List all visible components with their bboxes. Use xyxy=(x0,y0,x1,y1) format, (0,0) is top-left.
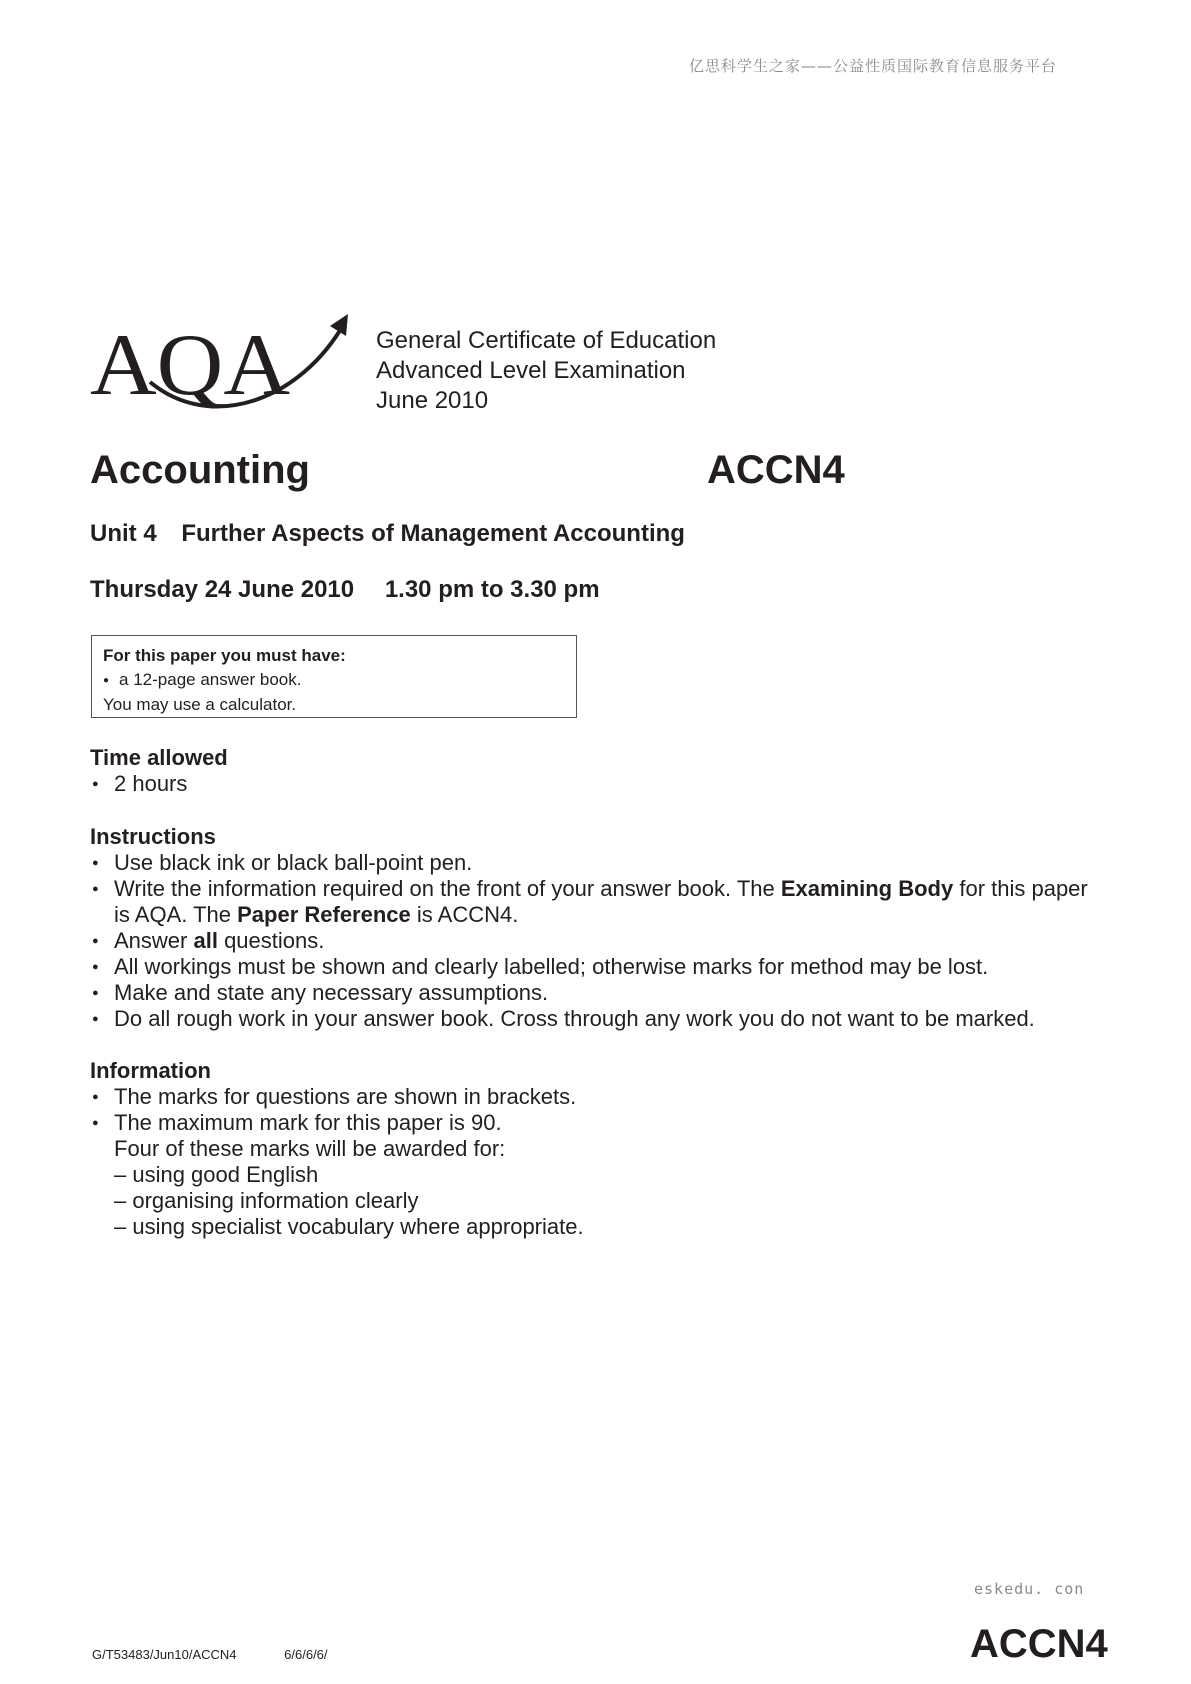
qualification: General Certificate of Education xyxy=(376,327,717,354)
exam-day: Thursday 24 June 2010 xyxy=(90,576,355,603)
instruction-bold: Examining Body xyxy=(780,876,954,901)
batch-code: 6/6/6/6/ xyxy=(284,1647,328,1662)
information-item: ● The marks for questions are shown in brackets. xyxy=(90,1084,1090,1110)
exam-time: 1.30 pm to 3.30 pm xyxy=(384,576,600,603)
exam-session: June 2010 xyxy=(376,387,489,414)
exam-level: Advanced Level Examination xyxy=(376,357,686,384)
footer-watermark: eskedu. con xyxy=(974,1580,1085,1598)
instructions-section xyxy=(90,824,1090,1032)
instruction-item: ● Use black ink or black ball-point pen. xyxy=(90,850,1090,876)
materials-title: For this paper you must have: xyxy=(103,646,346,665)
information-section xyxy=(90,1058,1090,1240)
instruction-bold: all xyxy=(193,928,218,953)
instructions-heading: Instructions xyxy=(90,824,216,849)
materials-item: ● a 12-page answer book. xyxy=(103,668,565,693)
reference-code: G/T53483/Jun10/ACCN4 xyxy=(92,1647,237,1662)
time-allowed-section xyxy=(90,745,228,797)
instruction-item xyxy=(90,876,1090,928)
information-line: Four of these marks will be awarded for: xyxy=(114,1136,506,1161)
information-item: ● The maximum mark for this paper is 90. xyxy=(90,1110,1090,1136)
information-subitem: – organising information clearly xyxy=(114,1188,419,1213)
header-watermark: 亿思科学生之家——公益性质国际教育信息服务平台 xyxy=(688,57,1057,75)
materials-note: You may use a calculator. xyxy=(103,695,297,714)
information-heading: Information xyxy=(90,1058,211,1083)
time-allowed-heading: Time allowed xyxy=(90,745,228,770)
aqa-logo xyxy=(90,312,355,412)
information-subitem: – using specialist vocabulary where appropriate. xyxy=(114,1214,584,1239)
footer-paper-code: ACCN4 xyxy=(970,1622,1108,1666)
instruction-item: ● Do all rough work in your answer book. Cross through any work you do not want to be marked. xyxy=(90,1006,1090,1032)
instruction-item xyxy=(90,928,1090,954)
materials-box xyxy=(91,635,577,718)
unit-number: Unit 4 xyxy=(90,520,157,547)
instruction-text: Write the information required on the front of your answer book. The xyxy=(114,876,781,901)
instruction-text: for this paper is AQA. The xyxy=(114,876,1088,927)
information-subitem: – using good English xyxy=(114,1162,319,1187)
paper-code: ACCN4 xyxy=(707,448,845,492)
instruction-item: ● All workings must be shown and clearly labelled; otherwise marks for method may be lost. xyxy=(90,954,1090,980)
unit-title: Further Aspects of Management Accounting xyxy=(181,520,685,547)
exam-date xyxy=(90,576,600,604)
exam-info xyxy=(376,326,716,416)
instruction-text: questions. xyxy=(217,928,325,953)
instruction-bold: Paper Reference xyxy=(237,902,411,927)
unit-line xyxy=(90,520,685,548)
instruction-text: is ACCN4. xyxy=(410,902,519,927)
instruction-item: ● Make and state any necessary assumptions. xyxy=(90,980,1090,1006)
time-allowed-item: ● 2 hours xyxy=(90,771,228,797)
instruction-text: Answer xyxy=(114,928,194,953)
subject-title: Accounting xyxy=(90,448,310,492)
aqa-logo-text: AQA xyxy=(90,317,290,412)
footer-reference xyxy=(92,1647,328,1662)
